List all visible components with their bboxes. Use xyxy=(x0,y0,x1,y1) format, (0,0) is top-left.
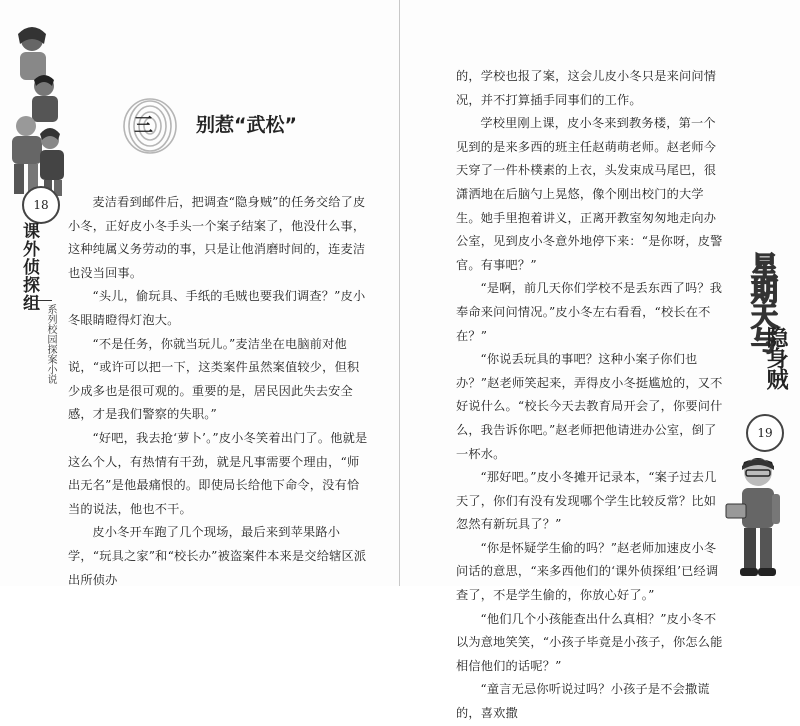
book-title-top: 星期天与 xyxy=(746,252,777,352)
paragraph: “你说丢玩具的事吧？这种小案子你们也办？”赵老师笑起来，弄得皮小冬挺尴尬的，又不好说什么。“校长今天去教育局开会了，你要问什么，我告诉你吧。”赵老师把他请进办公室，倒了一杯水。 xyxy=(456,352,723,461)
series-subtitle: 系列校园探案小说 xyxy=(45,304,56,384)
page-number-right: 19 xyxy=(746,414,784,452)
chapter-title: 别惹“武松” xyxy=(196,114,297,136)
left-body-text xyxy=(68,191,368,592)
paragraph: 麦洁看到邮件后，把调查“隐身贼”的任务交给了皮小冬，正好皮小冬手头一个案子结案了，他没什么事，这种纯属义务劳动的事，只是让他消磨时间的，连麦洁也没当回事。 xyxy=(68,195,366,280)
right-body-text xyxy=(456,65,724,726)
series-title: 课外侦探组 xyxy=(19,222,39,312)
paragraph: “好吧，我去抢‘萝卜’。”皮小冬笑着出门了。他就是这么个人，有热情有干劲，就是凡事需要个理由，“师出无名”是他最痛恨的。即使局长给他下命令，没有恰当的说法，他也不干。 xyxy=(68,430,368,516)
book-title-bottom: 隐身贼 xyxy=(763,326,788,389)
series-title-vertical xyxy=(20,222,58,402)
chapter-heading xyxy=(122,98,342,148)
page-number-left: 18 xyxy=(22,186,60,224)
paragraph: 的，学校也报了案，这会儿皮小冬只是来问问情况，并不打算插手同事们的工作。 xyxy=(456,69,717,107)
paragraph: “你是怀疑学生偷的吗？”赵老师加速皮小冬问话的意思，“来多西他们的‘课外侦探组’已经调查了，不是学生偷的，你放心好了。” xyxy=(456,540,719,603)
book-title-vertical xyxy=(736,252,792,412)
chapter-number: 三 xyxy=(134,114,154,136)
paragraph: “头儿，偷玩具、手纸的毛贼也要我们调查？”皮小冬眼睛瞪得灯泡大。 xyxy=(68,289,366,327)
left-page xyxy=(0,0,400,586)
cartoon-boy-illustration xyxy=(722,452,796,586)
paragraph: “不是任务，你就当玩儿。”麦洁坐在电脑前对他说，“或许可以把一下，这类案件虽然案值较少，但积少成多也是很可观的。重要的是，居民因此失去安全感，才是我们警察的失职。” xyxy=(68,336,360,422)
paragraph: 皮小冬开车跑了几个现场，最后来到苹果路小学，“玩具之家”和“校长办”被盗案件本来是交给辖区派出所侦办 xyxy=(68,525,367,587)
paragraph: “那好吧。”皮小冬摊开记录本，“案子过去几天了，你们有没有发现哪个学生比较反常？比如忽然有新玩具了？” xyxy=(456,470,717,532)
paragraph: 学校里刚上课，皮小冬来到教务楼，第一个见到的是来多西的班主任赵萌萌老师。赵老师今天穿了一件朴樸素的上衣，头发束成马尾巴，很潇洒地在后脑勺上晃悠，像个刚出校门的大学生。她手里抱着讲义，正离开教室匆匆地走向办公室，见到皮小冬意外地停下来：“是你呀，皮警官。有事吧？” xyxy=(456,116,723,272)
series-title-divider xyxy=(32,300,52,301)
paragraph: “童言无忌你听说过吗？小孩子是不会撒谎的，喜欢撒 xyxy=(456,682,710,721)
paragraph: “他们几个小孩能查出什么真相？”皮小冬不以为意地笑笑，“小孩子毕竟是小孩子，你怎么能相信他们的话呢？” xyxy=(456,611,723,673)
cartoon-characters-illustration xyxy=(4,22,70,198)
paragraph: “是啊，前几天你们学校不是丢东西了吗？我奉命来问问情况。”皮小冬左右看看，“校长在不在？” xyxy=(456,281,723,343)
